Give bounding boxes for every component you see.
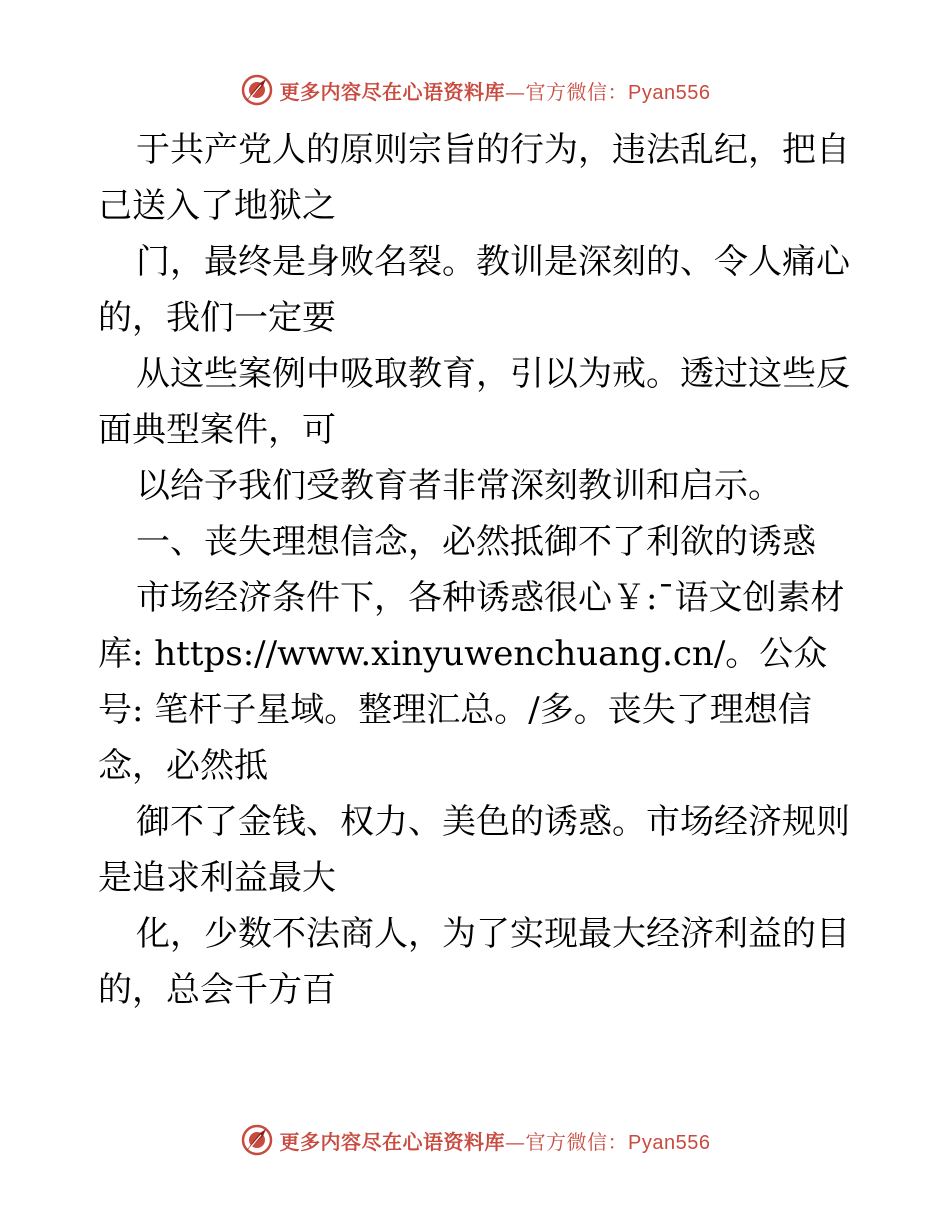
header-banner-id: Pyan556: [628, 81, 711, 104]
paragraph: 化，少数不法商人，为了实现最大经济利益的目的，总会千方百: [98, 914, 850, 1010]
footer-banner-text: [280, 1126, 711, 1155]
paragraph: 从这些案例中吸取教育，引以为戒。透过这些反面典型案件，可: [98, 354, 850, 450]
header-banner-text: [280, 76, 711, 105]
footer-banner-main: 更多内容尽在心语资料库: [279, 1129, 506, 1154]
body-text: [98, 122, 858, 1018]
paragraph: 以给予我们受教育者非常深刻教训和启示。: [136, 466, 782, 506]
header-banner-wechat: 官方微信：: [525, 79, 629, 104]
header-banner: [0, 70, 950, 110]
header-banner-dash: —: [505, 79, 526, 104]
paragraph: 御不了金钱、权力、美色的诱惑。市场经济规则是追求利益最大: [98, 802, 850, 898]
footer-banner-dash: —: [505, 1129, 526, 1154]
header-banner-inner: [240, 73, 711, 107]
footer-banner-wechat: 官方微信：: [525, 1129, 629, 1154]
quill-pen-logo-icon: [240, 73, 274, 107]
section-heading: 一、丧失理想信念，必然抵御不了利欲的诱惑: [136, 522, 816, 562]
paragraph: 于共产党人的原则宗旨的行为，违法乱纪，把自己送入了地狱之: [98, 130, 850, 226]
footer-banner: [0, 1120, 950, 1160]
quill-pen-logo-icon: [240, 1123, 274, 1157]
footer-banner-id: Pyan556: [628, 1131, 711, 1154]
header-banner-main: 更多内容尽在心语资料库: [279, 79, 506, 104]
paragraph: 门，最终是身败名裂。教训是深刻的、令人痛心的，我们一定要: [98, 242, 850, 338]
paragraph: 市场经济条件下，各种诱惑很心￥:¯语文创素材库: https://www.xinyuwenchuang.cn/。公众号: 笔杆子星域。整理汇总。/多。丧失了理想信念，必然抵: [98, 578, 845, 786]
footer-banner-inner: [240, 1123, 711, 1157]
